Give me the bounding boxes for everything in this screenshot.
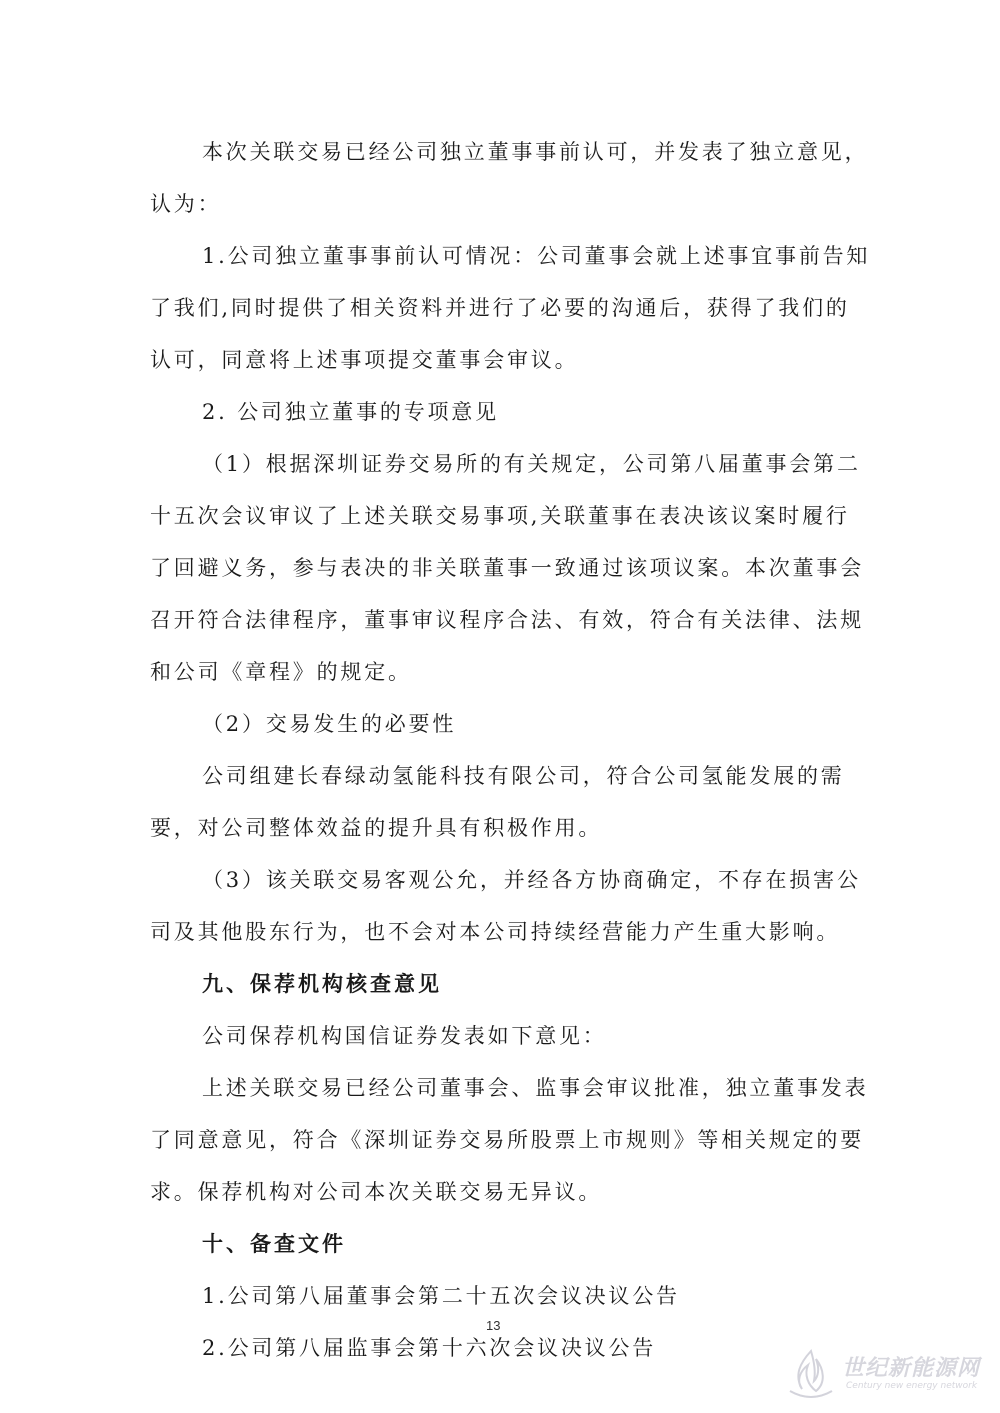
page-number: 13 [486,1318,501,1333]
paragraph-line: 召开符合法律程序，董事审议程序合法、有效，符合有关法律、法规 [150,608,864,632]
flame-logo-icon [780,1345,842,1405]
paragraph-line: 要，对公司整体效益的提升具有积极作用。 [150,816,603,840]
paragraph-line: （2）交易发生的必要性 [202,712,457,736]
watermark-name: 世纪新能源网 [842,1356,981,1381]
section-heading-sponsor-opinion: 九、保荐机构核查意见 [202,972,442,996]
watermark [780,1345,990,1405]
watermark-subtitle: Century new energy network [846,1381,978,1391]
paragraph-line: （3）该关联交易客观公允，并经各方协商确定，不存在损害公 [202,868,861,892]
paragraph-line: 2. 公司独立董事的专项意见 [202,400,499,424]
paragraph-line: 1.公司独立董事事前认可情况：公司董事会就上述事宜事前告知 [202,244,871,268]
list-item: 2.公司第八届监事会第十六次会议决议公告 [202,1336,657,1360]
paragraph-line: 了我们,同时提供了相关资料并进行了必要的沟通后，获得了我们的 [150,296,850,320]
list-item: 1.公司第八届董事会第二十五次会议决议公告 [202,1284,680,1308]
paragraph-line: 了回避义务，参与表决的非关联董事一致通过该项议案。本次董事会 [150,556,864,580]
paragraph-line: 和公司《章程》的规定。 [150,660,412,684]
paragraph-line: 了同意意见，符合《深圳证券交易所股票上市规则》等相关规定的要 [150,1128,864,1152]
paragraph-line: 上述关联交易已经公司董事会、监事会审议批准，独立董事发表 [202,1076,869,1100]
paragraph-line: 司及其他股东行为，也不会对本公司持续经营能力产生重大影响。 [150,920,841,944]
paragraph-line: 认可，同意将上述事项提交董事会审议。 [150,348,579,372]
paragraph-line: 十五次会议审议了上述关联交易事项,关联董事在表决该议案时履行 [150,504,850,528]
paragraph-line: （1）根据深圳证券交易所的有关规定，公司第八届董事会第二 [202,452,861,476]
paragraph-line: 公司组建长春绿动氢能科技有限公司，符合公司氢能发展的需 [202,764,845,788]
section-heading-reference-documents: 十、备查文件 [202,1232,346,1256]
paragraph-line: 本次关联交易已经公司独立董事事前认可，并发表了独立意见， [202,140,869,164]
paragraph-line: 公司保荐机构国信证券发表如下意见： [202,1024,607,1048]
paragraph-line: 认为： [150,192,222,216]
paragraph-line: 求。保荐机构对公司本次关联交易无异议。 [150,1180,603,1204]
